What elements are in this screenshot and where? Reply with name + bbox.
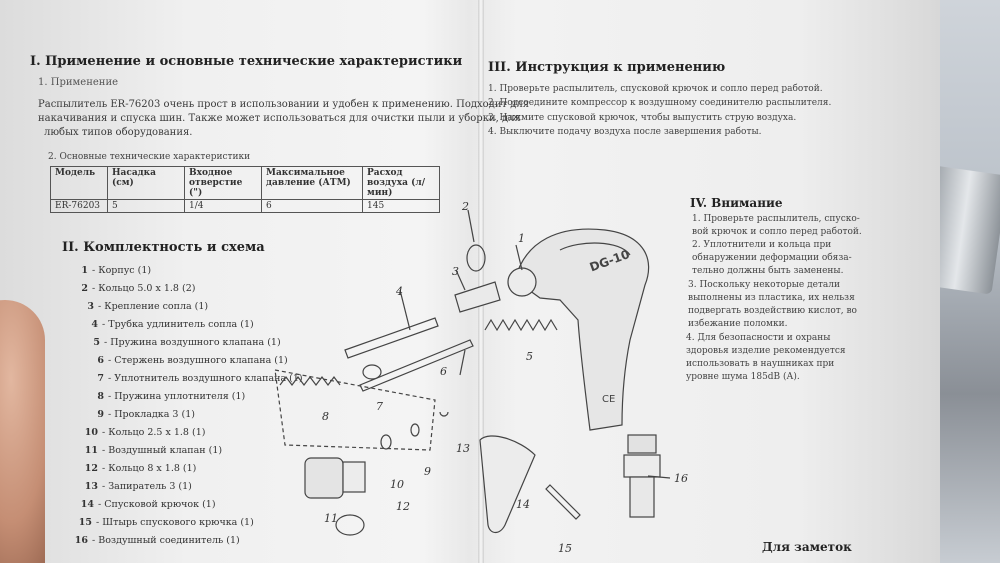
label-6: 6 (440, 365, 447, 378)
trigger (480, 436, 535, 533)
spec-cell-model: ER-76203 (51, 200, 108, 213)
ring-10 (381, 435, 391, 449)
hand-holding-sheet (0, 300, 45, 563)
part-item: 2 - Кольцо 5.0 х 1.8 (2) (81, 283, 196, 294)
label-15: 15 (558, 542, 572, 555)
label-14: 14 (516, 498, 530, 511)
valve-seal (363, 365, 381, 379)
warning-line: использовать в наушниках при (686, 359, 835, 369)
spec-cell-inlet: 1/4 (185, 200, 262, 213)
spec-header-airflow: Расход воздуха (л/мин) (363, 167, 440, 200)
lock-13 (440, 412, 448, 416)
section3-step4: 4. Выключите подачу воздуха после завершения работы. (488, 127, 762, 137)
spec-header-model: Модель (51, 167, 108, 200)
part-item: 13 - Запиратель 3 (1) (84, 481, 192, 492)
warning-line: обнаружении деформации обяза- (692, 253, 852, 263)
ring-2 (467, 245, 485, 271)
warning-line: тельно должны быть заменены. (692, 266, 844, 276)
section3-step3: 3. Нажмите спусковой крючок, чтобы выпустить струю воздуха. (488, 113, 797, 123)
warning-line: уровне шума 185dB (А). (686, 372, 800, 382)
warning-line: 2. Уплотнители и кольца при (692, 240, 832, 250)
section3-step2: 2. Подсоедините компрессор к воздушному соединителю распылителя. (488, 98, 832, 108)
section3-step1: 1. Проверьте распылитель, спусковой крючок и сопло перед работой. (488, 84, 823, 94)
label-8: 8 (322, 410, 329, 423)
spec-header-pressure: Максимальное давление (АТМ) (262, 167, 363, 200)
part-item: 16 - Воздушный соединитель (1) (74, 535, 240, 546)
gun-outlet (508, 268, 536, 296)
part-item: 6 - Стержень воздушного клапана (1) (97, 355, 288, 366)
part-item: 14 - Спусковой крючок (1) (80, 499, 216, 510)
gasket-9 (411, 424, 419, 436)
air-valve (305, 458, 343, 498)
label-5: 5 (526, 350, 533, 363)
label-13: 13 (456, 442, 470, 455)
notes-title: Для заметок (762, 540, 852, 554)
section1-sub1: 1. Применение (38, 77, 119, 88)
ring-12 (336, 515, 364, 535)
warning-line: здоровья изделие рекомендуется (686, 346, 846, 356)
section1-title: I. Применение и основные технические характеристики (30, 54, 463, 69)
exploded-diagram (260, 190, 700, 563)
label-2: 2 (462, 200, 469, 213)
spec-cell-pressure: 6 (262, 200, 363, 213)
part-item: 15 - Штырь спускового крючка (1) (78, 517, 254, 528)
brand-mark: DG-10 (587, 247, 632, 275)
part-item: 3 - Крепление сопла (1) (87, 301, 209, 312)
label-9: 9 (424, 465, 431, 478)
warning-line: выполнены из пластика, их нельзя (688, 293, 855, 303)
warning-line: подвергать воздействию кислот, во (688, 306, 857, 316)
valve-spring (485, 320, 557, 330)
seal-spring (280, 377, 340, 385)
part-item: 1 - Корпус (1) (81, 265, 152, 276)
warning-line: вой крючок и сопло перед работой. (692, 227, 862, 237)
section1-para-line3: любых типов оборудования. (44, 127, 193, 138)
label-16: 16 (674, 472, 688, 485)
label-12: 12 (396, 500, 410, 513)
label-3: 3 (452, 265, 459, 278)
warning-line: 1. Проверьте распылитель, спуско- (692, 214, 860, 224)
valve-assembly-box (275, 370, 435, 450)
spec-cell-nozzle: 5 (108, 200, 185, 213)
air-connector (628, 435, 656, 453)
warning-line: 3. Поскольку некоторые детали (688, 280, 841, 290)
section1-sub2: 2. Основные технические характеристики (48, 152, 251, 162)
warning-line: избежание поломки. (688, 319, 788, 329)
ce-mark: CE (602, 394, 616, 405)
part-item: 10 - Кольцо 2.5 х 1.8 (1) (84, 427, 206, 438)
label-1: 1 (518, 232, 525, 245)
section3-title: III. Инструкция к применению (488, 60, 726, 75)
spec-header-nozzle: Насадка (см) (108, 167, 185, 200)
label-7: 7 (376, 400, 383, 413)
part-item: 9 - Прокладка 3 (1) (97, 409, 195, 420)
part-item: 5 - Пружина воздушного клапана (1) (93, 337, 281, 348)
nozzle-mount (455, 282, 500, 312)
spec-header-inlet: Входное отверстие (") (185, 167, 262, 200)
extension-tube (345, 318, 438, 358)
label-4: 4 (396, 285, 403, 298)
section1-para-line1: Распылитель ER-76203 очень прост в использовании и удобен к применению. Подходит для (38, 99, 530, 110)
label-11: 11 (324, 512, 338, 525)
section4-title: IV. Внимание (690, 196, 783, 210)
spec-cell-airflow: 145 (363, 200, 440, 213)
part-item: 12 - Кольцо 8 х 1.8 (1) (84, 463, 197, 474)
trigger-pin (546, 485, 580, 519)
part-item: 4 - Трубка удлинитель сопла (1) (91, 319, 254, 330)
part-item: 7 - Уплотнитель воздушного клапана (1) (97, 373, 303, 384)
label-10: 10 (390, 478, 404, 491)
section1-para-line2: накачивания и спуска шин. Также может использоваться для очистки пыли и уборки, для (38, 113, 521, 124)
part-item: 8 - Пружина уплотнителя (1) (97, 391, 246, 402)
section2-title: II. Комплектность и схема (62, 240, 265, 255)
part-item: 11 - Воздушный клапан (1) (84, 445, 223, 456)
warning-line: 4. Для безопасности и охраны (686, 333, 831, 343)
